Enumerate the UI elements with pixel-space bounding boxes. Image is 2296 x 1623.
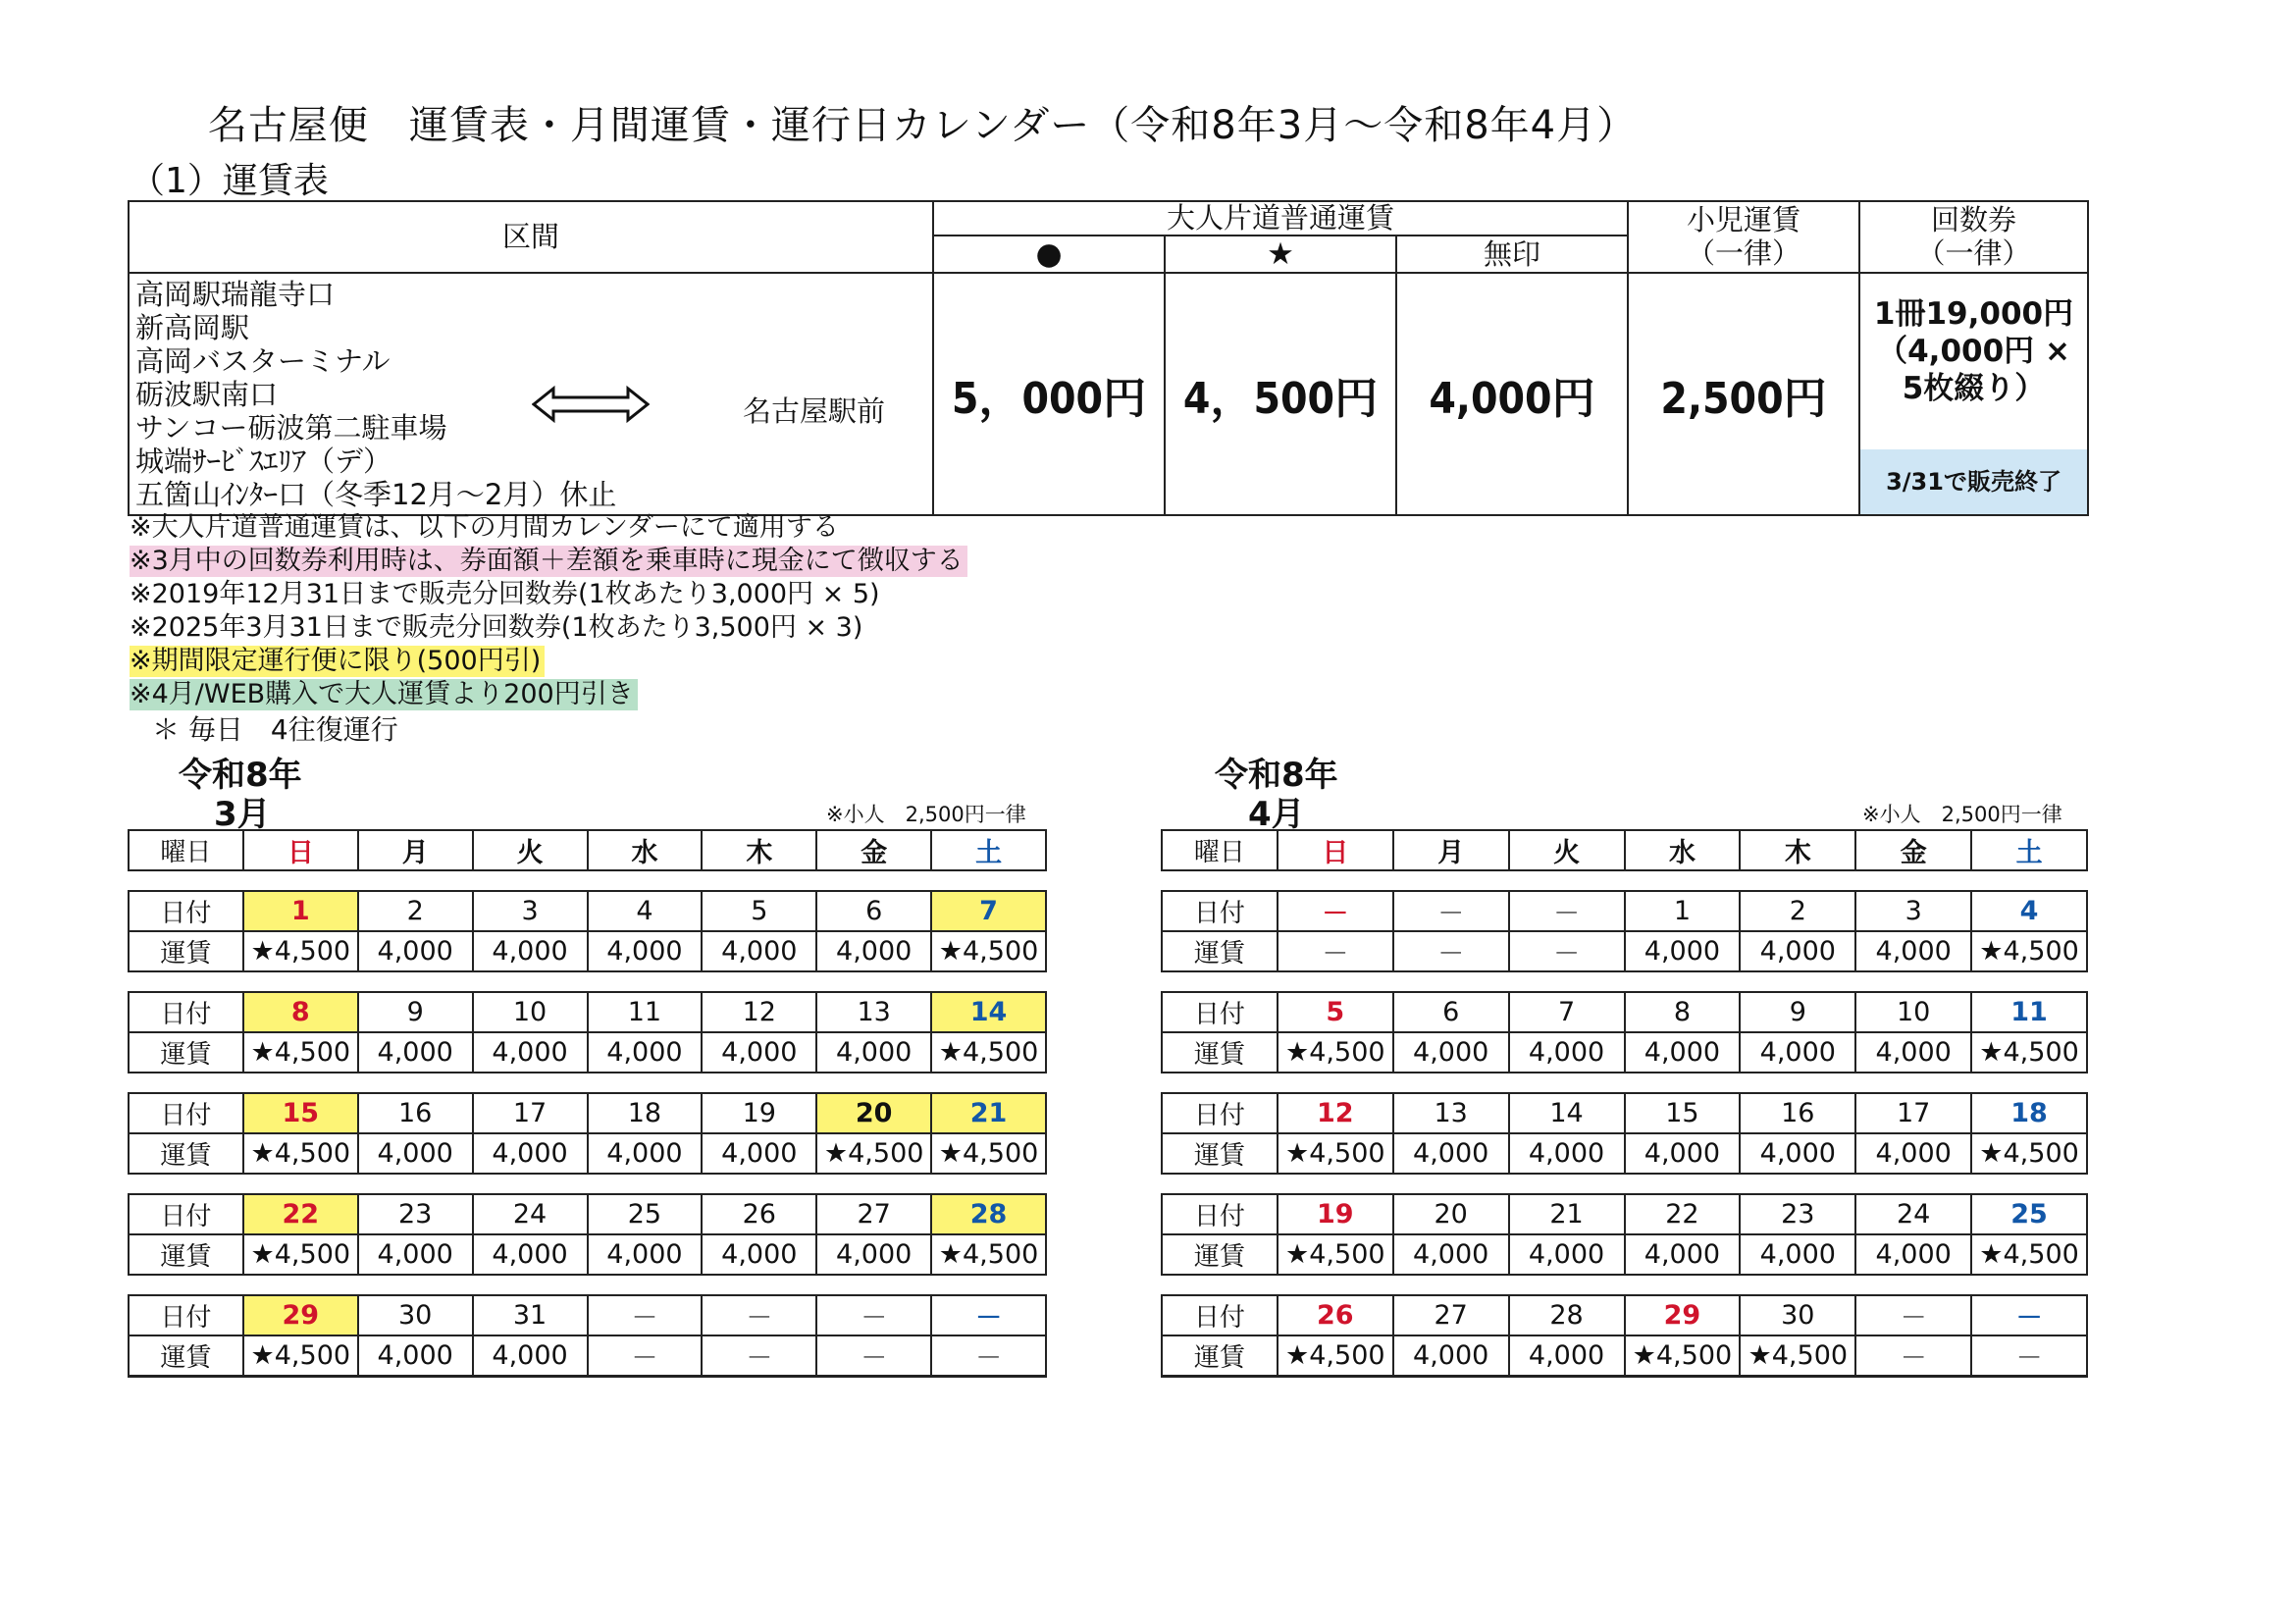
note-coupon-2019: ※2019年12月31日まで販売分回数券(1枚あたり3,000円 × 5) [130, 579, 880, 609]
fare-cell: 4,000 [1509, 1234, 1625, 1275]
date-cell: 2 [358, 891, 473, 931]
date-cell: 18 [588, 1093, 703, 1133]
weekday-cell: 日 [1278, 830, 1393, 870]
date-cell: 14 [1509, 1093, 1625, 1133]
fare-cell: 4,000 [1393, 1335, 1509, 1377]
date-cell: 4 [1971, 891, 2087, 931]
date-cell: 27 [1393, 1295, 1509, 1335]
stop-name: 五箇山ｲﾝﾀｰ口（冬季12月～2月）休止 [135, 478, 617, 512]
date-cell: 12 [1278, 1093, 1393, 1133]
fare-cell: 4,000 [1855, 931, 1971, 971]
date-cell: 20 [1393, 1194, 1509, 1234]
stop-name: サンコー砺波第二駐車場 [135, 411, 447, 445]
date-cell: 15 [243, 1093, 358, 1133]
date-cell: 13 [1393, 1093, 1509, 1133]
date-cell: 31 [473, 1295, 588, 1335]
stop-name: 新高岡駅 [135, 311, 250, 345]
calendar-april [1161, 829, 2088, 1378]
date-label: 日付 [129, 1194, 243, 1234]
weekday-cell: 土 [931, 830, 1046, 870]
fare-cell: ★4,500 [1971, 1234, 2087, 1275]
date-cell: 22 [243, 1194, 358, 1234]
cal-march-child-note: ※小人 2,500円一律 [826, 803, 1026, 826]
fare-cell: 4,000 [1625, 1234, 1741, 1275]
date-cell: 12 [702, 992, 816, 1032]
fare-cell: 4,000 [358, 1234, 473, 1275]
date-label: 日付 [1162, 891, 1278, 931]
fare-cell: 4,000 [702, 1133, 816, 1174]
page-title: 名古屋便 運賃表・月間運賃・運行日カレンダー（令和8年3月～令和8年4月） [207, 103, 1638, 148]
cal-march-era: 令和8年 [179, 756, 302, 795]
fare-cell: － [1509, 931, 1625, 971]
calendar-march [128, 829, 1047, 1378]
route-section [129, 273, 933, 515]
cal-april-month: 4月 [1248, 795, 1305, 834]
date-cell: 25 [1971, 1194, 2087, 1234]
date-label: 日付 [1162, 1194, 1278, 1234]
weekday-cell: 火 [473, 830, 588, 870]
date-cell: 24 [1855, 1194, 1971, 1234]
date-row [1162, 891, 2087, 931]
weekday-cell: 火 [1509, 830, 1625, 870]
fare-row [1162, 1032, 2087, 1073]
date-cell: － [702, 1295, 816, 1335]
date-cell: 16 [358, 1093, 473, 1133]
section-label: （1）運賃表 [130, 161, 329, 201]
date-cell: 3 [1855, 891, 1971, 931]
fare-label: 運賃 [129, 1234, 243, 1275]
date-cell: 28 [931, 1194, 1046, 1234]
date-row [129, 891, 1046, 931]
date-label: 日付 [129, 1295, 243, 1335]
date-label: 日付 [1162, 992, 1278, 1032]
date-cell: － [1393, 891, 1509, 931]
weekday-cell: 木 [1740, 830, 1855, 870]
fare-cell: 4,000 [1740, 1234, 1855, 1275]
date-cell: 29 [1625, 1295, 1741, 1335]
header-child-fare: 小児運賃 （一律） [1628, 201, 1859, 273]
fare-cell: 4,000 [1393, 1032, 1509, 1073]
fare-cell: 4,000 [1625, 931, 1741, 971]
date-cell: 7 [931, 891, 1046, 931]
note-coupon-march: ※3月中の回数券利用時は、券面額＋差額を乗車時に現金にて徴収する [130, 546, 967, 577]
weekday-cell: 月 [358, 830, 473, 870]
fare-cell: 4,000 [1740, 931, 1855, 971]
fare-cell: 4,000 [473, 1032, 588, 1073]
fare-cell: 4,000 [588, 1234, 703, 1275]
fare-cell: － [931, 1335, 1046, 1377]
date-cell: 9 [358, 992, 473, 1032]
date-cell: 6 [816, 891, 931, 931]
destination: 名古屋駅前 [743, 394, 886, 429]
fare-cell: ★4,500 [1278, 1133, 1393, 1174]
date-cell: － [588, 1295, 703, 1335]
header-coupon: 回数券 （一律） [1859, 201, 2088, 273]
fare-cell: 4,000 [588, 1032, 703, 1073]
date-cell: 3 [473, 891, 588, 931]
fare-cell: 4,000 [473, 1335, 588, 1377]
weekday-cell: 金 [816, 830, 931, 870]
note-coupon-2025: ※2025年3月31日まで販売分回数券(1枚あたり3,500円 × 3) [130, 612, 863, 643]
date-cell: 2 [1740, 891, 1855, 931]
fare-cell: ★4,500 [243, 1133, 358, 1174]
fare-cell: 4,000 [816, 931, 931, 971]
fare-cell: 4,000 [1855, 1032, 1971, 1073]
fare-cell: 4,000 [473, 1133, 588, 1174]
date-cell: 15 [1625, 1093, 1741, 1133]
fare-cell: ★4,500 [816, 1133, 931, 1174]
date-cell: 8 [243, 992, 358, 1032]
date-cell: 1 [243, 891, 358, 931]
cal-march-month: 3月 [214, 795, 271, 834]
fare-cell: ★4,500 [1971, 1133, 2087, 1174]
date-row [129, 1093, 1046, 1133]
weekday-label: 曜日 [129, 830, 243, 870]
price-plain: 4,000円 [1396, 273, 1628, 515]
date-label: 日付 [129, 992, 243, 1032]
date-row [1162, 1295, 2087, 1335]
date-row [1162, 992, 2087, 1032]
date-cell: 19 [1278, 1194, 1393, 1234]
fare-row [129, 1335, 1046, 1377]
weekday-cell: 金 [1855, 830, 1971, 870]
date-cell: － [1509, 891, 1625, 931]
date-cell: 16 [1740, 1093, 1855, 1133]
fare-label: 運賃 [1162, 931, 1278, 971]
fare-cell: － [1855, 1335, 1971, 1377]
coupon-sales-end-note: 3/31で販売終了 [1860, 449, 2087, 514]
fare-cell: ★4,500 [1740, 1335, 1855, 1377]
date-label: 日付 [1162, 1093, 1278, 1133]
fare-cell: 4,000 [1625, 1032, 1741, 1073]
note-adult-fare: ※大人片道普通運賃は、以下の月間カレンダーにて適用する [130, 512, 839, 543]
date-cell: 23 [358, 1194, 473, 1234]
fare-cell: 4,000 [1855, 1133, 1971, 1174]
fare-cell: 4,000 [1855, 1234, 1971, 1275]
fare-cell: ★4,500 [1278, 1335, 1393, 1377]
date-cell: 27 [816, 1194, 931, 1234]
date-cell: － [816, 1295, 931, 1335]
fare-cell: ★4,500 [243, 1032, 358, 1073]
weekday-cell: 木 [702, 830, 816, 870]
date-cell: 7 [1509, 992, 1625, 1032]
weekday-cell: 日 [243, 830, 358, 870]
date-label: 日付 [129, 891, 243, 931]
date-cell: 14 [931, 992, 1046, 1032]
fare-cell: 4,000 [1509, 1335, 1625, 1377]
date-cell: － [1971, 1295, 2087, 1335]
price-circle: 5，000円 [933, 273, 1165, 515]
date-cell: 5 [1278, 992, 1393, 1032]
date-row [129, 1295, 1046, 1335]
price-child: 2,500円 [1628, 273, 1859, 515]
date-cell: － [1278, 891, 1393, 931]
fare-cell: ★4,500 [1625, 1335, 1741, 1377]
date-cell: － [1855, 1295, 1971, 1335]
fare-cell: ★4,500 [931, 1032, 1046, 1073]
fare-cell: 4,000 [1393, 1234, 1509, 1275]
date-cell: 26 [702, 1194, 816, 1234]
fare-cell: ★4,500 [1278, 1234, 1393, 1275]
cal-april-era: 令和8年 [1215, 756, 1338, 795]
date-label: 日付 [129, 1093, 243, 1133]
date-cell: 1 [1625, 891, 1741, 931]
fare-cell: － [588, 1335, 703, 1377]
fare-row [1162, 1335, 2087, 1377]
fare-cell: ★4,500 [243, 1234, 358, 1275]
fare-row [129, 1032, 1046, 1073]
fare-label: 運賃 [1162, 1234, 1278, 1275]
fare-cell: ★4,500 [931, 1234, 1046, 1275]
fare-cell: 4,000 [473, 1234, 588, 1275]
date-row [129, 992, 1046, 1032]
fare-label: 運賃 [1162, 1133, 1278, 1174]
date-cell: 23 [1740, 1194, 1855, 1234]
note-operation: ＊ 毎日 4往復運行 [152, 713, 398, 746]
fare-cell: ★4,500 [1278, 1032, 1393, 1073]
fare-cell: 4,000 [588, 931, 703, 971]
date-cell: 30 [358, 1295, 473, 1335]
price-star: 4，500円 [1165, 273, 1396, 515]
fare-row [129, 931, 1046, 971]
date-cell: 28 [1509, 1295, 1625, 1335]
header-adult-fare: 大人片道普通運賃 [933, 201, 1628, 236]
fare-cell: 4,000 [1509, 1133, 1625, 1174]
fare-cell: 4,000 [1625, 1133, 1741, 1174]
date-cell: 21 [931, 1093, 1046, 1133]
fare-cell: － [1971, 1335, 2087, 1377]
date-cell: 11 [1971, 992, 2087, 1032]
date-cell: 26 [1278, 1295, 1393, 1335]
fare-cell: ★4,500 [931, 1133, 1046, 1174]
stop-name: 砺波駅南口 [135, 378, 279, 412]
date-cell: 9 [1740, 992, 1855, 1032]
note-web-discount: ※4月/WEB購入で大人運賃より200円引き [130, 679, 638, 710]
fare-cell: 4,000 [1740, 1032, 1855, 1073]
fare-cell: 4,000 [358, 1133, 473, 1174]
date-cell: 18 [1971, 1093, 2087, 1133]
double-arrow-icon [532, 385, 650, 424]
fare-label: 運賃 [129, 1032, 243, 1073]
fare-cell: 4,000 [816, 1032, 931, 1073]
date-label: 日付 [1162, 1295, 1278, 1335]
date-cell: 8 [1625, 992, 1741, 1032]
fare-cell: 4,000 [358, 931, 473, 971]
cal-april-child-note: ※小人 2,500円一律 [1862, 803, 2062, 826]
fare-cell: ★4,500 [1971, 931, 2087, 971]
fare-row [129, 1234, 1046, 1275]
date-cell: 11 [588, 992, 703, 1032]
date-cell: 4 [588, 891, 703, 931]
date-cell: 10 [1855, 992, 1971, 1032]
fare-label: 運賃 [1162, 1335, 1278, 1377]
date-cell: 21 [1509, 1194, 1625, 1234]
header-circle-fare: ● [933, 236, 1165, 273]
date-cell: － [931, 1295, 1046, 1335]
date-cell: 10 [473, 992, 588, 1032]
fare-label: 運賃 [129, 931, 243, 971]
fare-cell: 4,000 [702, 1032, 816, 1073]
date-cell: 30 [1740, 1295, 1855, 1335]
date-row [1162, 1194, 2087, 1234]
fare-cell: 4,000 [473, 931, 588, 971]
date-cell: 20 [816, 1093, 931, 1133]
note-limited-discount: ※期間限定運行便に限り(500円引) [130, 646, 545, 677]
weekday-header-row [129, 830, 1046, 870]
fare-cell: ★4,500 [931, 931, 1046, 971]
fare-table [128, 200, 2089, 516]
coupon-cell [1859, 273, 2088, 515]
stop-name: 高岡駅瑞龍寺口 [135, 278, 336, 312]
date-cell: 6 [1393, 992, 1509, 1032]
fare-row [1162, 1234, 2087, 1275]
fare-cell: 4,000 [816, 1234, 931, 1275]
date-cell: 19 [702, 1093, 816, 1133]
weekday-label: 曜日 [1162, 830, 1278, 870]
fare-cell: 4,000 [1740, 1133, 1855, 1174]
fare-row [1162, 1133, 2087, 1174]
fare-row [1162, 931, 2087, 971]
fare-row [129, 1133, 1046, 1174]
fare-cell: 4,000 [1509, 1032, 1625, 1073]
fare-cell: 4,000 [702, 1234, 816, 1275]
date-cell: 17 [1855, 1093, 1971, 1133]
weekday-cell: 土 [1971, 830, 2087, 870]
fare-label: 運賃 [129, 1335, 243, 1377]
fare-cell: 4,000 [702, 931, 816, 971]
date-cell: 13 [816, 992, 931, 1032]
fare-label: 運賃 [1162, 1032, 1278, 1073]
header-section: 区間 [129, 201, 933, 273]
stop-name: 高岡バスターミナル [135, 344, 391, 379]
date-row [1162, 1093, 2087, 1133]
date-cell: 17 [473, 1093, 588, 1133]
fare-cell: － [816, 1335, 931, 1377]
weekday-cell: 水 [588, 830, 703, 870]
date-cell: 22 [1625, 1194, 1741, 1234]
date-cell: 25 [588, 1194, 703, 1234]
fare-cell: 4,000 [588, 1133, 703, 1174]
fare-cell: 4,000 [1393, 1133, 1509, 1174]
fare-cell: 4,000 [358, 1335, 473, 1377]
date-cell: 24 [473, 1194, 588, 1234]
fare-cell: － [1393, 931, 1509, 971]
weekday-cell: 水 [1625, 830, 1741, 870]
coupon-price: 1冊19,000円 （4,000円 × 5枚綴り） [1873, 296, 2074, 407]
weekday-header-row [1162, 830, 2087, 870]
fare-cell: 4,000 [358, 1032, 473, 1073]
fare-cell: － [702, 1335, 816, 1377]
fare-cell: ★4,500 [243, 931, 358, 971]
date-cell: 5 [702, 891, 816, 931]
fare-cell: ★4,500 [243, 1335, 358, 1377]
fare-cell: － [1278, 931, 1393, 971]
fare-label: 運賃 [129, 1133, 243, 1174]
fare-cell: ★4,500 [1971, 1032, 2087, 1073]
date-row [129, 1194, 1046, 1234]
header-plain-fare: 無印 [1396, 236, 1628, 273]
stop-name: 城端ｻｰﾋﾞｽｴﾘｱ（デ） [135, 445, 392, 479]
date-cell: 29 [243, 1295, 358, 1335]
weekday-cell: 月 [1393, 830, 1509, 870]
header-star-fare: ★ [1165, 236, 1396, 273]
